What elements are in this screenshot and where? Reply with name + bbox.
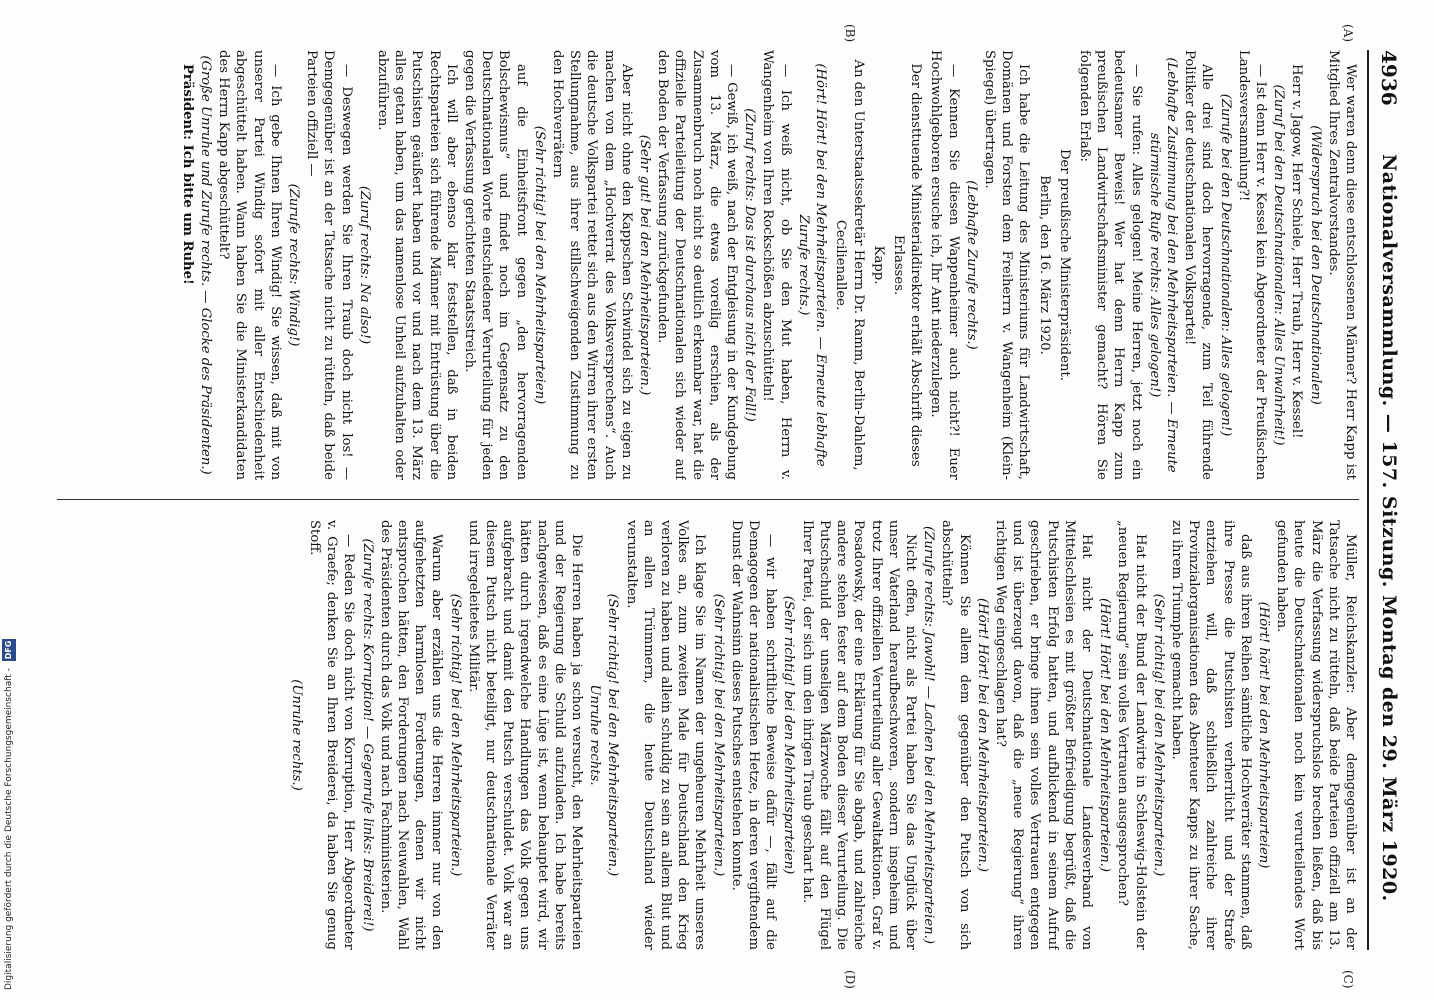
interjection: (Sehr richtig! bei den Mehrheitsparteien) [781, 595, 797, 875]
left-text-column [35, 50, 1359, 480]
paragraph: Müller, Reichskanzler: Aber demgegenüber ist an der Tatsache nicht zu rütteln, daß beide Parteien offiziell am 13. März die Verfassung widerspruchslos brechen ließen, daß bis heute die Deutschnationalen noch kein verurteilendes Wort gefunden haben. [1274, 520, 1358, 950]
paragraph: Wer waren denn diese entschlossenen Männer? Herr Kapp ist Mitglied Ihres Zentralvorstandes. [1325, 50, 1358, 480]
interjection: (Hört! Hört! bei den Mehrheitsparteien. — Erneute lebhafte Zurufe rechts.) [795, 63, 829, 467]
paragraph: — Gewiß, ich weiß, nach der Entgleisung in der Kundgebung vom 13. März, die etwas voreilig erschien, als der Zusammenbruch noch nicht so deutlich erkennbar war, hat die offizielle Parteileitung der Deutschnationalen sich wieder auf den Boden der Verfassung zurückgefunden. [655, 50, 740, 480]
credit-text: Digitalisierung gefördert durch die Deutsche Forschungsgemeinschaft - [4, 668, 14, 990]
paragraph: Herr v. Jagow, Herr Schiele, Herr Traub, Herr v. Kessel! [1289, 64, 1305, 439]
centered-line: An den Unterstaatssekretär Herrn Dr. Ramm, Berlin-Dahlem, Cecilienallee. [833, 59, 866, 471]
paragraph: — Deswegen werden Sie Ihren Traub doch nicht los! — Demgegenüber ist an der Tatsache nicht zu rütteln, daß beide Parteien offiziell — [304, 50, 354, 480]
running-head: Nationalversammlung. — 157. Sitzung. Montag den 29. März 1920. [1378, 153, 1400, 902]
rotated-document-page [17, 10, 1417, 990]
paragraph: Hat nicht der Bund der Landwirte in Schleswig-Holstein der „neuen Regierung“ sein volles Vertrauen ausgesprochen? [1115, 520, 1148, 950]
paragraph: — Ist denn Herr v. Kessel kein Abgeordneter der Preußischen Landesversammlung?! [1235, 50, 1268, 480]
margin-marker-b: (B) [843, 24, 857, 43]
paragraph: — Ich weiß nicht, ob Sie den Mut haben, Herrn v. Wangenheim von Ihren Rockschößen abzuschütteln! [760, 50, 793, 480]
paragraph: — Ich gebe Ihnen Ihren Windig! Sie wissen, daß mit von unserer Partei Windig sofort mit aller Entschiedenheit abgeschüttelt haben. Wann haben Sie die Ministerkandidaten des Herrn Kapp abgeschüttelt? [216, 50, 283, 480]
interjection: (Zurufe rechts: Korruption! — Gegenrufe links: Breiderei!) [359, 538, 375, 932]
paragraph: Können Sie allem dem gegenüber den Putsch von sich abschütteln? [939, 520, 972, 950]
paragraph: Aber nicht ohne den Kappschen Schwindel sich zu eigen zu machen von dem „Hochverrat des Volksversprechens“. Auch die deutsche Volkspartei rettet sich aus den Wirren ihrer ersten Stellungnahme, aus ihrer stillschweigenden Zustimmung zu den Hochverrätern [550, 50, 634, 480]
interjection: (Zuruf bei den Deutschnationalen: Alles Unwahrheit!) [1271, 84, 1287, 446]
interjection: (Hört! Hört! bei den Mehrheitsparteien.) [974, 597, 990, 873]
paragraph: — Reden Sie doch nicht von Korruption, Herr Abgeordneter v. Graefe; denken Sie an Ihren Breiderei, da haben Sie genug Stoff. [307, 520, 357, 950]
margin-marker-c: (C) [1341, 970, 1355, 989]
paragraph: — Sie rufen: Alles gelogen! Meine Herren, jetzt noch ein bedeutsamer Beweis! Wer hat denn Herrn Kapp zum preußischen Landwirtschaftsminister gemacht? Hören Sie folgenden Erlaß: [1076, 50, 1144, 480]
interjection: Unruhe rechts. [587, 684, 603, 786]
centered-line: Der diensttuende Ministerialdirektor erhält Abschrift dieses Erlasses. [890, 63, 924, 467]
interjection: (Lebhafte Zurufe rechts.) [963, 180, 979, 350]
interjection: (Unruhe rechts.) [288, 679, 304, 791]
margin-marker-a: (A) [1341, 24, 1355, 43]
paragraph: Ich will aber ebenso klar feststellen, daß in beiden Rechtsparteien sich führende Männer mit Entrüstung über die Putschisten geäußert haben und vor und nach dem 13. März alles getan haben, um das namenlose Unheil aufzuhalten oder abzuführen. [375, 50, 459, 480]
interjection: (Sehr richtig! bei den Mehrheitsparteien.) [710, 593, 726, 877]
paragraph: Warum aber erzählen uns die Herren immer nur von den aufgehetzten harmlosen Forderungen, denen wir nicht entsprochen hätten, den Forderungen nach Neuwahlen, Wahl des Präsidenten durch das Volk und nach Fachministerien. [377, 520, 445, 950]
centered-line: Der preußische Ministerpräsident. [1056, 148, 1072, 382]
paragraph: — Kennen Sie diesen Wappenheimer auch nicht?! Euer Hochwohlgeboren ersuche ich, Ihr Amt niederzulegen. [928, 50, 961, 480]
page-header [1367, 50, 1409, 950]
interjection: (Hört! Hört! bei den Mehrheitsparteien.) [1097, 597, 1113, 873]
interjection: (Widerspruch bei den Deutschnationalen) [1307, 125, 1323, 405]
right-text-column [35, 520, 1359, 950]
interjection: (Sehr richtig! bei den Mehrheitsparteien.) [1150, 593, 1166, 877]
interjection: (Zurufe rechts: Windig!) [286, 183, 302, 347]
paragraph: — wir haben schriftliche Beweise dafür —, fällt auf die Demagogen der nationalistischen Hetze, in deren vergiftendem Dunst der Wahnsinn dieses Putsches entstehen konnte. [728, 520, 779, 950]
digitization-credit [2, 580, 16, 990]
paragraph: Hat nicht der Deutschnationale Landesverband von Mittelschlesien es mit größter Befriedigung begrüßt, daß die Putschisten Erfolg hatten, und aufblickend in seinem Aufruf geschrieben, er bringe ihnen sein volles Vertrauen entgegen und ist überzeugt davon, daß die „neue Regierung“ ihren richtigen Weg eingeschlagen hat? [992, 520, 1094, 950]
centered-line: Kapp. [870, 245, 886, 285]
paragraph: Ich habe die Leitung des Ministeriums für Landwirtschaft, Domänen und Forsten dem Freiherrn v. Wangenheim (Klein-Spiegel) übertragen. [981, 50, 1032, 480]
interjection: (Sehr richtig! bei den Mehrheitsparteien.) [447, 593, 463, 877]
column-divider [57, 499, 1359, 500]
interjection: (Zurufe rechts: Jawohl! — Lachen bei den Mehrheitsparteien.) [921, 526, 937, 944]
margin-marker-d: (D) [843, 970, 857, 989]
paragraph: Ich klage Sie im Namen der ungeheuren Mehrheit unseres Volkes an, zum zweiten Male für Deutschland den Krieg verloren zu haben und allein schuldig zu sein an allem Blut und an allen Trümmern, die heute Deutschland wieder verunstalten. [623, 520, 708, 950]
centered-line: Berlin, den 16. März 1920. [1036, 175, 1052, 355]
interjection: (Sehr richtig! bei den Mehrheitsparteien) [531, 125, 547, 405]
interjection: (Große Unruhe und Zurufe rechts. — Glocke des Präsidenten.) [198, 55, 213, 475]
interjection: (Hört! hört! bei den Mehrheitsparteien) [1255, 601, 1271, 869]
interjection: (Lebhafte Zustimmung bei den Mehrheitsparteien. — Erneute stürmische Rufe rechts: Alles gelogen!) [1146, 57, 1179, 473]
paragraph: Die Herren haben ja schon versucht, den Mehrheitsparteien und der Regierung die Schuld aufzuladen. Ich habe bereits nachgewiesen, daß es eine Lüge ist, wenn behauptet wird, wir hätten durch irgendwelche Handlungen das Volk gegen uns aufgebracht und damit den Putsch verschuldet. Volk war an diesem Putsch nicht beteiligt, nur deutschnationale Verräter und irregeleitetes Militär. [465, 520, 585, 950]
paragraph: Präsident: Ich bitte um Ruhe! [179, 64, 195, 285]
interjection: (Sehr gut! bei den Mehrheitsparteien.) [637, 134, 653, 396]
interjection: (Zuruf rechts: Das ist durchaus nicht der Fall!) [742, 108, 758, 422]
dfg-logo: DFG [2, 639, 16, 662]
interjection: (Sehr richtig! bei den Mehrheitsparteien.) [605, 593, 621, 877]
paragraph: auf die Einheitsfront gegen „den hervorragenden Bolschewismus“ und findet noch im Gegensatz zu den Deutschnationalen Worte entschiedener Verurteilung für jeden gegen die Verfassung gerichteten Staatsstreich. [462, 50, 529, 480]
paragraph: daß aus ihren Reihen sämtliche Hochverräter stammen, daß ihre Presse die Putschisten verherrlicht und der Strafe entziehen will, daß schließlich zahlreiche ihrer Provinzialorganisationen das Abenteuer Kapps zu ihrer Sache, zu ihrem Triumphe gemacht haben. [1168, 520, 1253, 950]
interjection: (Zuruf rechts: Na also!) [356, 185, 372, 345]
page-number: 4936 [1377, 50, 1401, 106]
paragraph: Nicht offen, nicht als Partei haben Sie das Unglück über unser Vaterland heraufbeschworen, sondern insgeheim und trotz Ihrer offiziellen Verurteilung aller Gewaltaktionen. Graf v. Posadowsky, der eine Erklärung für Sie abgab, und zahlreiche andere stehen fester auf dem Boden dieser Verurteilung. Die Putschschuld der unseligen Märzwoche fällt auf den Flügel Ihrer Partei, der sich um den ihrigen Traub geschart hat. [799, 520, 918, 950]
interjection: (Zurufe bei den Deutschnationalen: Alles gelogen!) [1217, 93, 1233, 437]
paragraph: Alle drei sind doch hervorragende, zum Teil führende Politiker der deutschnationalen Volkspartei! [1182, 50, 1215, 480]
